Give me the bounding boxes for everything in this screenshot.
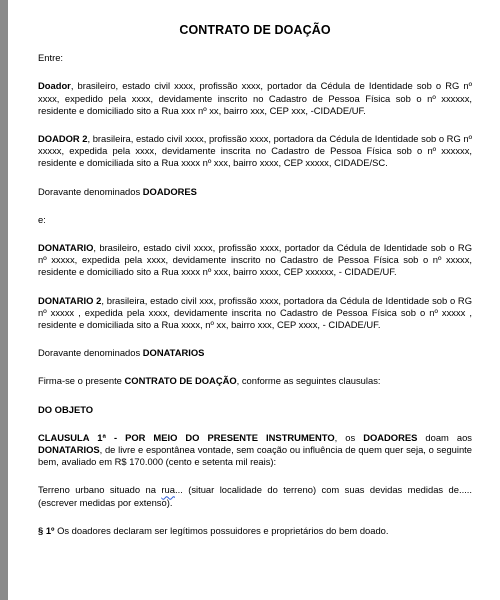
connector-text: e: [38,213,46,225]
doadores-term: DOADORES [142,185,197,197]
doador-1-text: , brasileiro, estado civil xxxx, profissão xxxx, portador da Cédula de Identidade sob o RG nº xxxx, expedido pela xxxx, devidamente inscrito no Cadastro de Pessoa Física sob o nº xxxxxx, residente e domiciliado sito a Rua xxx nº xx, bairro xxx, CEP xxx, -CIDADE/UF. [38,80,472,116]
clausula-1-paragraph [38,432,472,469]
section-objeto-label: DO OBJETO [38,403,94,415]
terreno-prefix: Terreno urbano situado na [38,484,162,496]
firma-term: CONTRATO DE DOAÇÃO [124,375,237,387]
paragrafo-1 [38,525,472,537]
donatarios-definition [38,347,472,359]
firma-prefix: Firma-se o presente [38,375,125,387]
firma-suffix: , conforme as seguintes clausulas: [236,375,381,387]
terreno-paragraph [38,484,472,508]
doador-2-paragraph [38,133,472,170]
clausula-1-lead: CLAUSULA 1ª - POR MEIO DO PRESENTE INSTRUMENTO [38,431,335,443]
section-heading-objeto [38,404,472,416]
clausula-1-doadores: DOADORES [363,431,418,443]
donatario-2-paragraph [38,295,472,332]
doador-1-lead: Doador [38,80,71,92]
document-title: CONTRATO DE DOAÇÃO [179,23,331,37]
clausula-1-text-b: doam aos [417,431,472,443]
donatarios-prefix: Doravante denominados [38,347,143,359]
donatario-2-lead: DONATARIO 2 [38,294,102,306]
clausula-1-donatarios: DONATARIOS [38,444,100,456]
doadores-definition [38,186,472,198]
doador-2-lead: DOADOR 2 [38,133,88,145]
clausula-1-text-c: , de livre e espontânea vontade, sem coação ou influência de quem quer seja, o seguinte bem, avaliado em R$ 170.000 (cento e setenta mil reais): [38,444,472,468]
paragrafo-1-lead: § 1º [38,524,55,536]
donatarios-term: DONATARIOS [142,347,205,359]
donatario-2-text: , brasileira, estado civil xxx, profissão xxxx, portadora da Cédula de Identidade sob o RG nº xxxxx , expedida pela xxxx, devidamente inscrita no Cadastro de Pessoa Física sob o nº xxxxx , residente e domiciliada sito a Rua xxxx, nº xx, bairro xxx, CEP xxxx, - CIDADE/UF. [38,294,472,331]
intro-text: Entre: [38,52,64,64]
document-page [8,0,500,600]
terreno-suffix: ... (situar localidade do terreno) com suas devidas medidas de..... (escrever medidas por extenso). [38,484,472,508]
clausula-1-text-a: , os [334,431,364,443]
doador-1-paragraph [38,80,472,117]
firma-paragraph [38,375,472,387]
donatario-1-lead: DONATARIO [38,242,94,254]
terreno-rua-spellcheck[interactable]: rua [161,484,175,496]
paragrafo-1-text: Os doadores declaram ser legítimos possuidores e proprietários do bem doado. [54,524,389,536]
donatario-1-paragraph [38,242,472,279]
doadores-prefix: Doravante denominados [38,185,143,197]
donatario-1-text: , brasileiro, estado civil xxxx, profissão xxxx, portador da Cédula de Identidade sob o RG nº xxxxx, expedida pela xxxx, devidamente inscrito no Cadastro de Pessoa Física sob o nº xxxxx, residente e domiciliado sito a Rua xxxx nº xxx, bairro xxxx, CEP xxxxxx, - CIDADE/UF. [38,242,472,278]
doador-2-text: , brasileira, estado civil xxxx, profissão xxxx, portadora da Cédula de Identidade sob o RG nº xxxxx, expedida pela xxxx, devidamente inscrita no Cadastro de Pessoa Física sob o nº xxxxxx, residente e domiciliada sito a Rua xxxx nº xxx, bairro xxxx, CEP xxxxx, CIDADE/SC. [38,133,472,169]
